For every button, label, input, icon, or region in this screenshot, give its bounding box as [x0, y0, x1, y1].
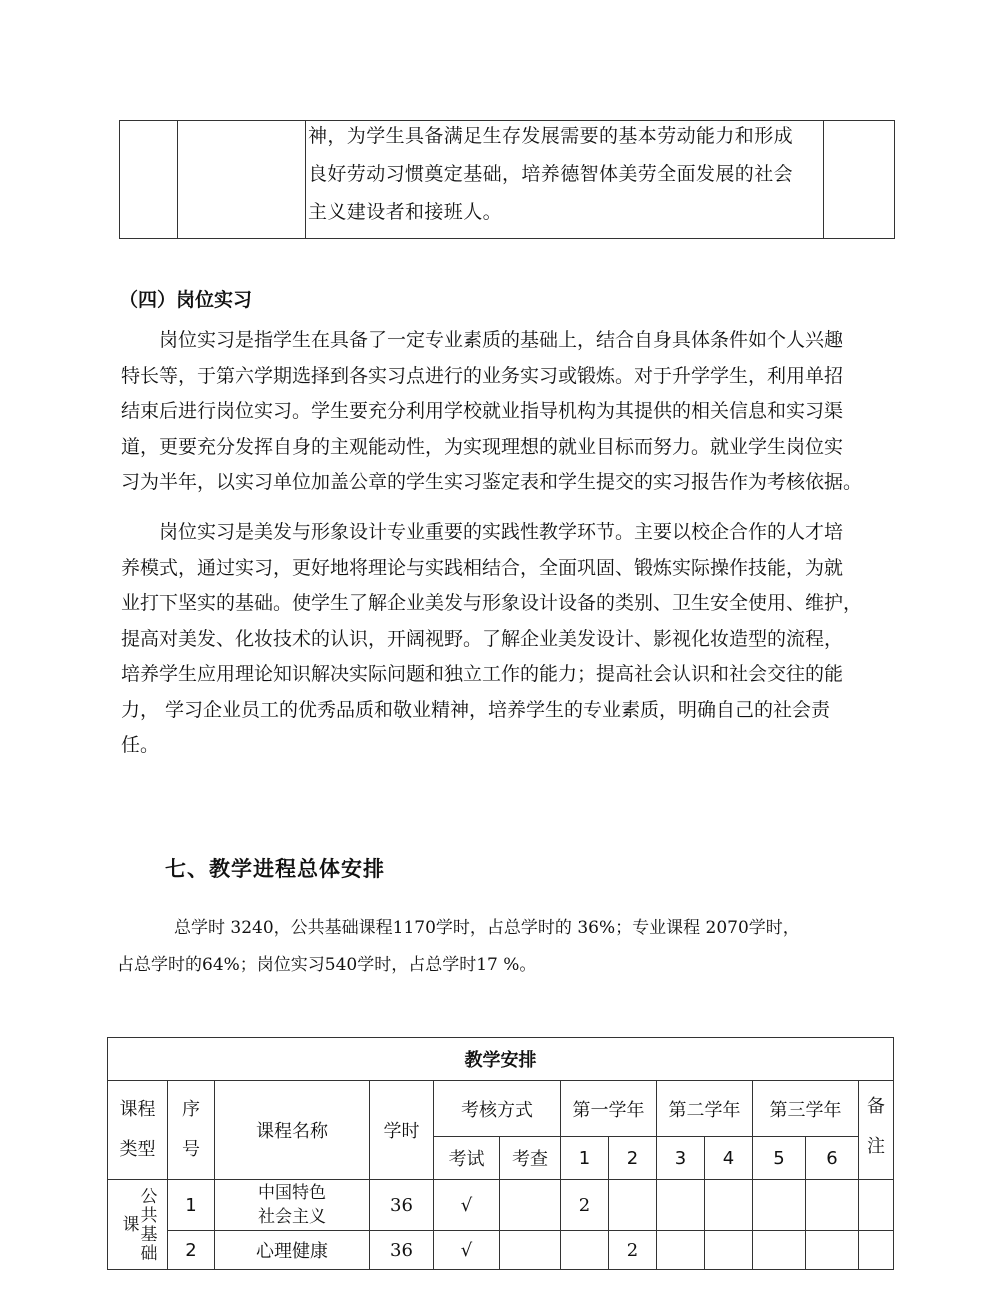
- cell-seq: 1: [168, 1180, 215, 1231]
- cell-term-2: 2: [609, 1231, 657, 1270]
- header-course-name: 课程名称: [215, 1081, 370, 1180]
- cell-line: 良好劳动习惯奠定基础，培养德智体美劳全面发展的社会: [308, 163, 794, 185]
- cell-course-name: 心理健康: [215, 1231, 370, 1270]
- header-hours: 学时: [370, 1081, 434, 1180]
- table-cell-empty: [120, 121, 178, 239]
- cell-exam: √: [434, 1231, 500, 1270]
- cell-term-5: [753, 1180, 806, 1231]
- paragraph-line: 岗位实习是指学生在具备了一定专业素质的基础上，结合自身具体条件如个人兴趣: [159, 329, 844, 351]
- group-label-public-basic: 公共基础课: [108, 1180, 168, 1270]
- schedule-title: 教学安排: [108, 1038, 894, 1081]
- header-term-3: 3: [657, 1137, 705, 1180]
- header-term-5: 5: [753, 1137, 806, 1180]
- header-exam: 考试: [434, 1137, 500, 1180]
- summary-line: 总学时 3240，公共基础课程1170学时，占总学时的 36%；专业课程 2070学时，: [174, 918, 800, 938]
- header-term-4: 4: [705, 1137, 753, 1180]
- header-term-2: 2: [609, 1137, 657, 1180]
- header-seq: 序 号: [168, 1081, 215, 1180]
- paragraph-line: 业打下坚实的基础。使学生了解企业美发与形象设计设备的类别、卫生安全使用、维护，: [121, 592, 863, 614]
- paragraph-internship-1: [121, 323, 901, 501]
- cell-term-6: [806, 1231, 859, 1270]
- cell-term-3: [657, 1180, 705, 1231]
- cell-seq: 2: [168, 1231, 215, 1270]
- paragraph-line: 养模式，通过实习，更好地将理论与实践相结合，全面巩固、锻炼实际操作技能，为就: [121, 556, 844, 579]
- cell-line: 主义建设者和接班人。: [308, 201, 503, 223]
- cell-hours: 36: [370, 1231, 434, 1270]
- cell-term-4: [705, 1231, 753, 1270]
- paragraph-line: 特长等，于第六学期选择到各实习点进行的业务实习或锻炼。对于升学学生，利用单招: [121, 364, 844, 387]
- table-cell-content: [306, 121, 824, 239]
- cell-line: 神，为学生具备满足生存发展需要的基本劳动能力和形成: [308, 125, 794, 147]
- cell-check: [500, 1231, 561, 1270]
- header-year3: 第三学年: [753, 1081, 859, 1137]
- cell-term-5: [753, 1231, 806, 1270]
- cell-term-1: 2: [561, 1180, 609, 1231]
- cell-term-2: [609, 1180, 657, 1231]
- section-heading-schedule: 七、教学进程总体安排: [165, 857, 385, 881]
- header-remark: 备 注: [859, 1081, 894, 1180]
- header-course-type: 课程 类型: [108, 1081, 168, 1180]
- table-row: [108, 1180, 894, 1231]
- header-term-6: 6: [806, 1137, 859, 1180]
- cell-course-name: 中国特色 社会主义: [215, 1180, 370, 1231]
- header-term-1: 1: [561, 1137, 609, 1180]
- hours-summary: [119, 910, 800, 984]
- continuation-table: [119, 120, 895, 239]
- table-row: [108, 1231, 894, 1270]
- paragraph-line: 道，更要充分发挥自身的主观能动性，为实现理想的就业目标而努力。就业学生岗位实: [121, 435, 844, 458]
- cell-remark: [859, 1180, 894, 1231]
- paragraph-line: 结束后进行岗位实习。学生要充分利用学校就业指导机构为其提供的相关信息和实习渠: [121, 400, 844, 422]
- cell-hours: 36: [370, 1180, 434, 1231]
- paragraph-line: 培养学生应用理论知识解决实际问题和独立工作的能力；提高社会认识和社会交往的能: [121, 663, 844, 685]
- paragraph-line: 任。: [121, 734, 160, 756]
- paragraph-line: 岗位实习是美发与形象设计专业重要的实践性教学环节。主要以校企合作的人才培: [159, 521, 844, 543]
- cell-term-6: [806, 1180, 859, 1231]
- paragraph-line: 力， 学习企业员工的优秀品质和敬业精神，培养学生的专业素质，明确自己的社会责: [121, 698, 831, 721]
- cell-term-1: [561, 1231, 609, 1270]
- section-heading-internship: （四）岗位实习: [119, 289, 253, 311]
- table-cell-empty: [178, 121, 306, 239]
- schedule-table: [107, 1037, 894, 1270]
- cell-term-3: [657, 1231, 705, 1270]
- paragraph-line: 习为半年，以实习单位加盖公章的学生实习鉴定表和学生提交的实习报告作为考核依据。: [121, 471, 863, 493]
- cell-term-4: [705, 1180, 753, 1231]
- summary-line: 占总学时的64%；岗位实习540学时，占总学时17 %。: [117, 955, 537, 975]
- header-check: 考查: [500, 1137, 561, 1180]
- header-year2: 第二学年: [657, 1081, 753, 1137]
- header-assessment: 考核方式: [434, 1081, 561, 1137]
- paragraph-line: 提高对美发、化妆技术的认识，开阔视野。了解企业美发设计、影视化妆造型的流程，: [121, 627, 844, 650]
- header-year1: 第一学年: [561, 1081, 657, 1137]
- cell-remark: [859, 1231, 894, 1270]
- table-cell-empty: [824, 121, 895, 239]
- paragraph-internship-2: [121, 515, 901, 764]
- cell-exam: √: [434, 1180, 500, 1231]
- cell-check: [500, 1180, 561, 1231]
